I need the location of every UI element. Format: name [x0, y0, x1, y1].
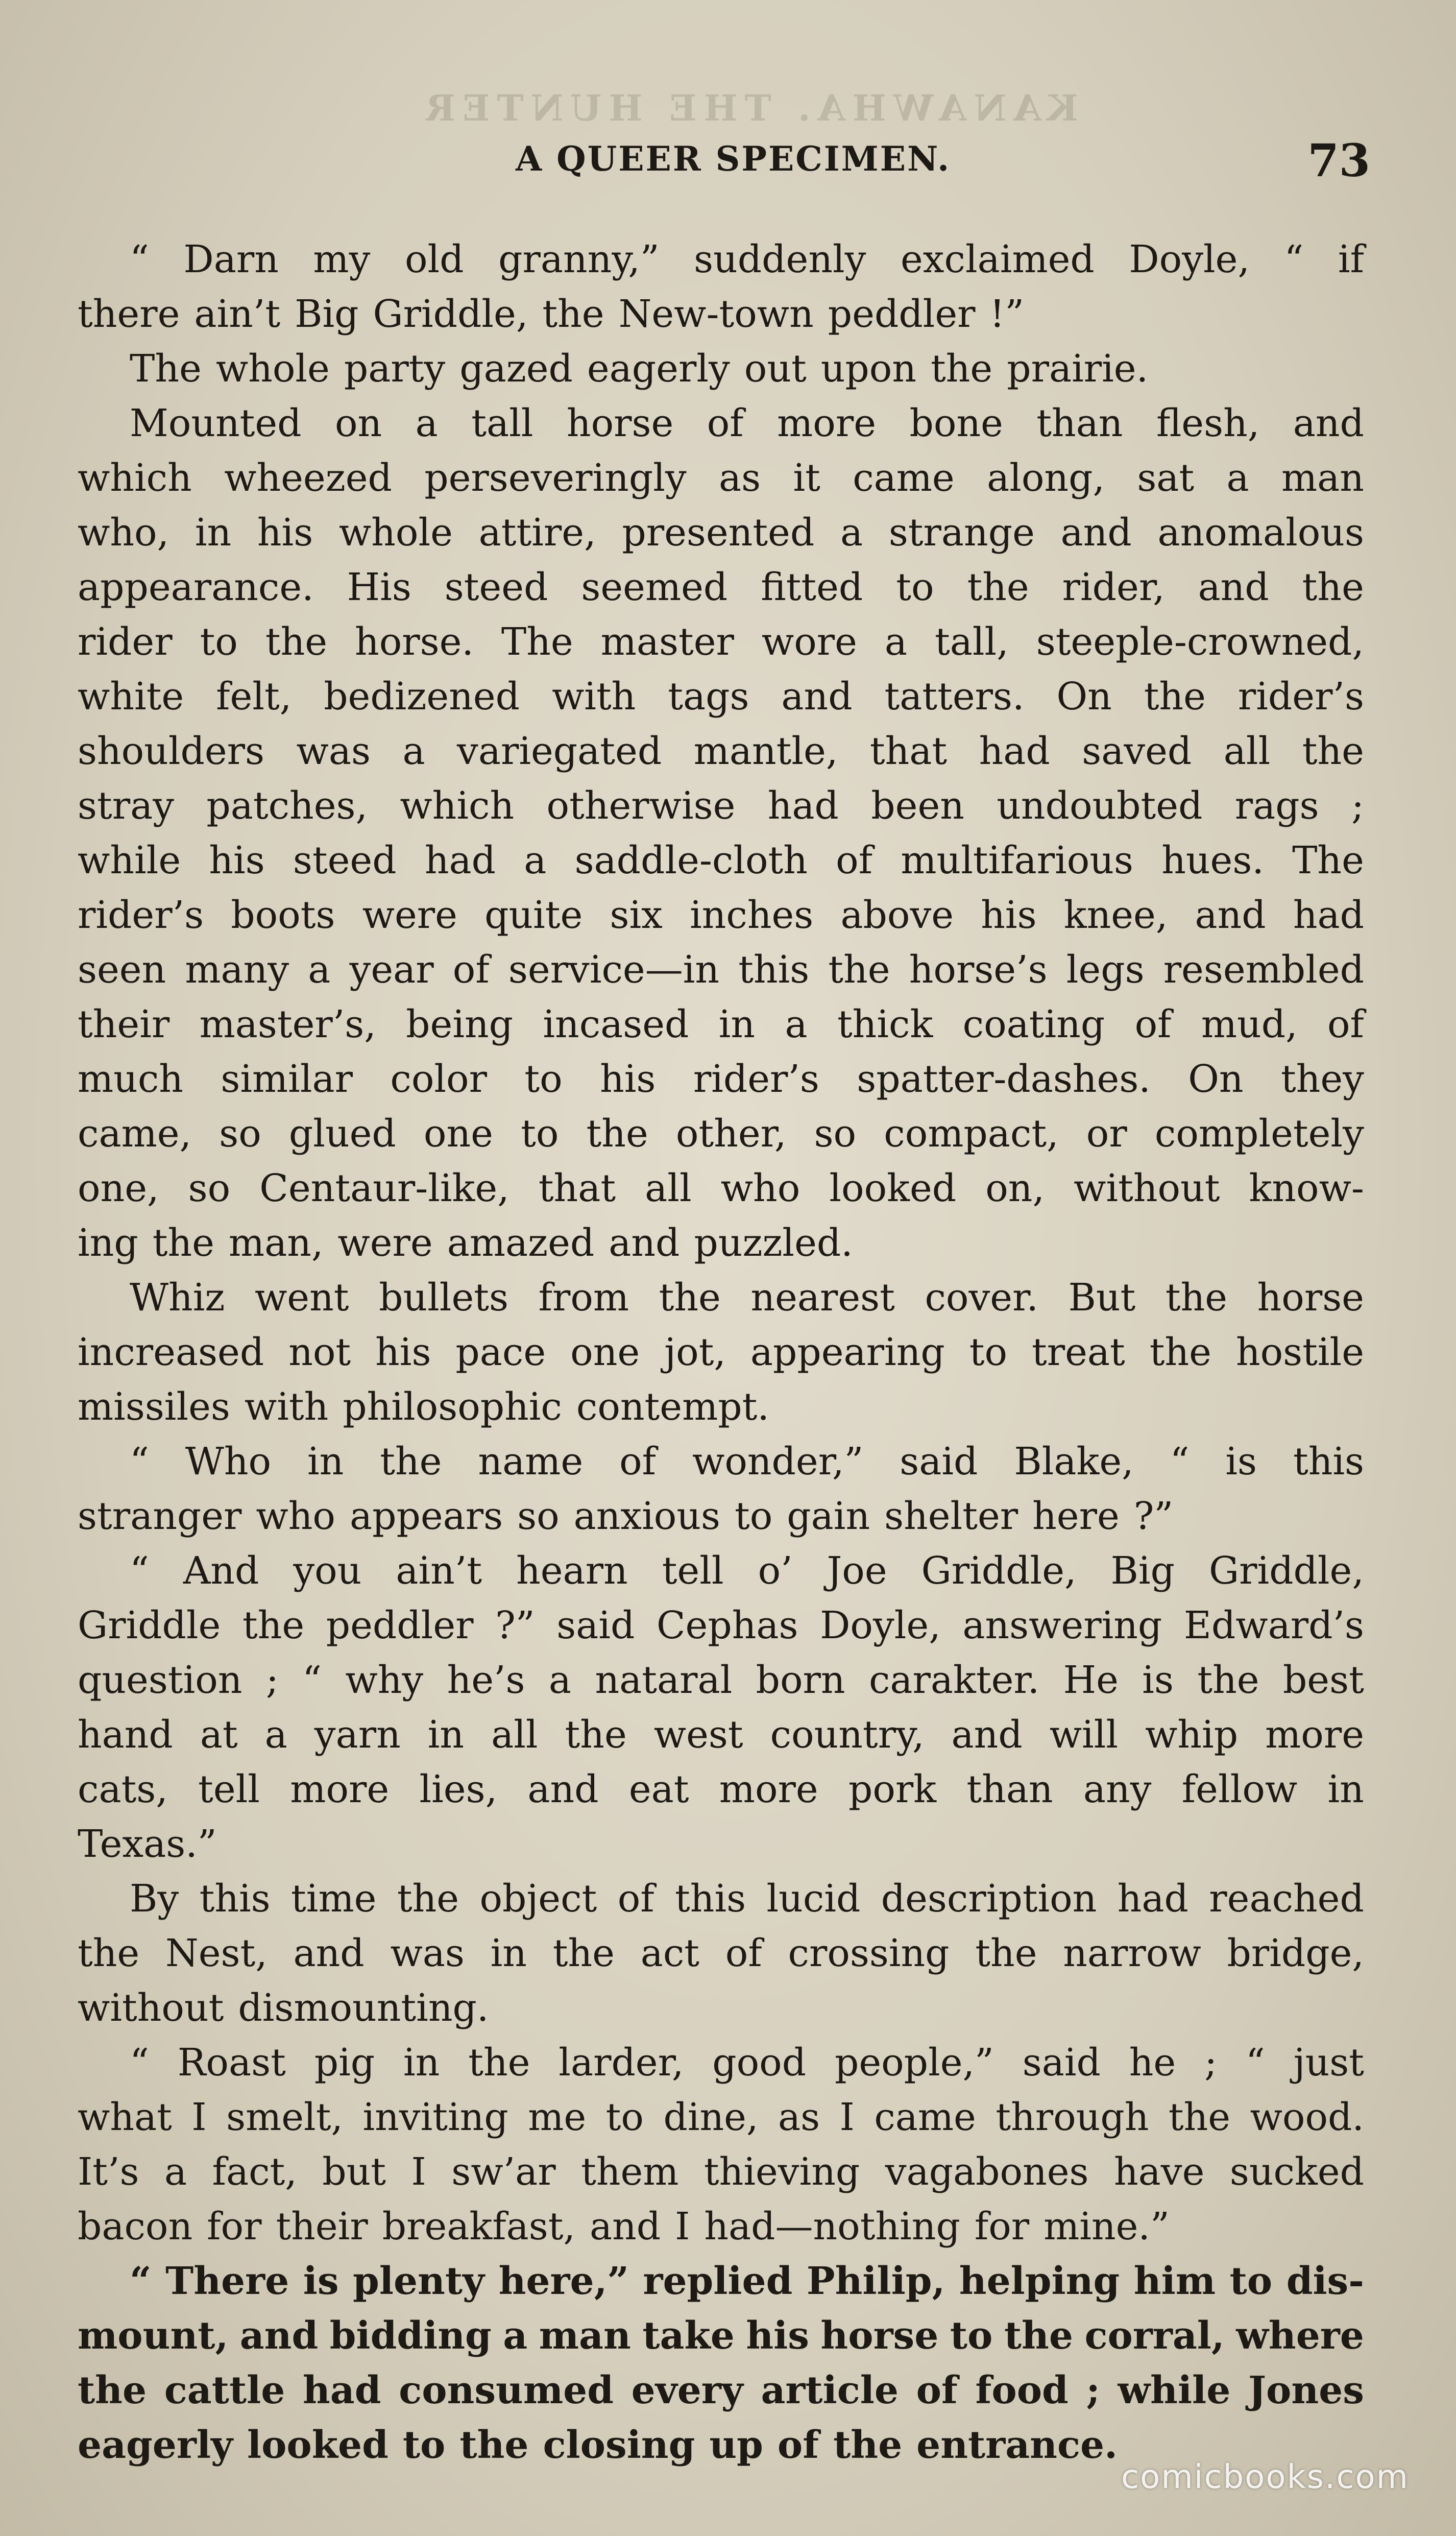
text-line: their master’s, being incased in a thick coating of mud, of	[78, 1002, 1364, 1046]
text-line: Whiz went bullets from the nearest cover. But the horse	[130, 1276, 1364, 1320]
text-line: “ And you ain’t hearn tell o’ Joe Griddle, Big Griddle,	[130, 1549, 1364, 1593]
text-line: Texas.”	[78, 1822, 217, 1866]
text-line: question ; “ why he’s a nataral born carakter. He is the best	[78, 1658, 1364, 1702]
text-line: Mounted on a tall horse of more bone than flesh, and	[130, 401, 1364, 445]
text-line: the Nest, and was in the act of crossing the narrow bridge,	[78, 1931, 1364, 1975]
text-line: By this time the object of this lucid description had reached	[130, 1877, 1364, 1921]
page-header	[77, 134, 1373, 190]
text-line: white felt, bedizened with tags and tatters. On the rider’s	[78, 675, 1364, 719]
text-line: while his steed had a saddle-cloth of multifarious hues. The	[78, 839, 1364, 882]
text-line: “ There is plenty here,” replied Philip, helping him to dis-	[130, 2259, 1364, 2303]
text-line: rider’s boots were quite six inches above his knee, and had	[78, 893, 1364, 937]
text-line: one, so Centaur-like, that all who looked on, without know-	[78, 1166, 1364, 1210]
text-line: who, in his whole attire, presented a strange and anomalous	[78, 511, 1364, 555]
text-line: ing the man, were amazed and puzzled.	[78, 1221, 853, 1265]
text-line: “ Roast pig in the larder, good people,” said he ; “ just	[130, 2041, 1364, 2085]
text-line: bacon for their breakfast, and I had—nothing for mine.”	[78, 2205, 1170, 2248]
running-title: A QUEER SPECIMEN.	[516, 139, 951, 179]
text-line: increased not his pace one jot, appearing to treat the hostile	[78, 1330, 1364, 1374]
text-line: rider to the horse. The master wore a tall, steeple-crowned,	[78, 620, 1364, 664]
text-line: seen many a year of service—in this the horse’s legs resembled	[78, 948, 1364, 992]
bleed-through-text: KANAWHA. THE HUNTER	[419, 87, 1078, 129]
text-line: what I smelt, inviting me to dine, as I came through the wood.	[78, 2095, 1364, 2139]
text-line: appearance. His steed seemed fitted to the rider, and the	[78, 565, 1364, 609]
watermark: comicbooks.com	[1121, 2458, 1409, 2496]
text-line: missiles with philosophic contempt.	[78, 1385, 769, 1429]
text-line: eagerly looked to the closing up of the entrance.	[78, 2423, 1118, 2467]
text-line: stray patches, which otherwise had been undoubted rags ;	[78, 784, 1364, 828]
text-line: there ain’t Big Griddle, the New-town peddler !”	[78, 292, 1025, 336]
text-line: mount, and bidding a man take his horse to the corral, where	[78, 2314, 1364, 2358]
text-line: the cattle had consumed every article of food ; while Jones	[78, 2368, 1364, 2412]
text-line: “ Who in the name of wonder,” said Blake, “ is this	[130, 1440, 1364, 1484]
text-line: shoulders was a variegated mantle, that had saved all the	[78, 729, 1364, 773]
text-line: which wheezed perseveringly as it came along, sat a man	[78, 456, 1364, 500]
body-text	[78, 232, 1364, 2473]
text-line: Griddle the peddler ?” said Cephas Doyle, answering Edward’s	[78, 1604, 1364, 1647]
text-line: without dismounting.	[78, 1986, 489, 2030]
page-number: 73	[1307, 134, 1370, 187]
text-line: The whole party gazed eagerly out upon the prairie.	[130, 347, 1149, 391]
text-line: hand at a yarn in all the west country, and will whip more	[78, 1713, 1364, 1757]
text-line: stranger who appears so anxious to gain shelter here ?”	[78, 1494, 1174, 1538]
text-line: It’s a fact, but I sw’ar them thieving vagabones have sucked	[78, 2150, 1364, 2194]
text-line: cats, tell more lies, and eat more pork than any fellow in	[78, 1767, 1364, 1811]
text-line: much similar color to his rider’s spatter-dashes. On they	[78, 1057, 1364, 1101]
text-line: “ Darn my old granny,” suddenly exclaimed Doyle, “ if	[130, 237, 1364, 281]
text-line: came, so glued one to the other, so compact, or completely	[78, 1112, 1364, 1156]
